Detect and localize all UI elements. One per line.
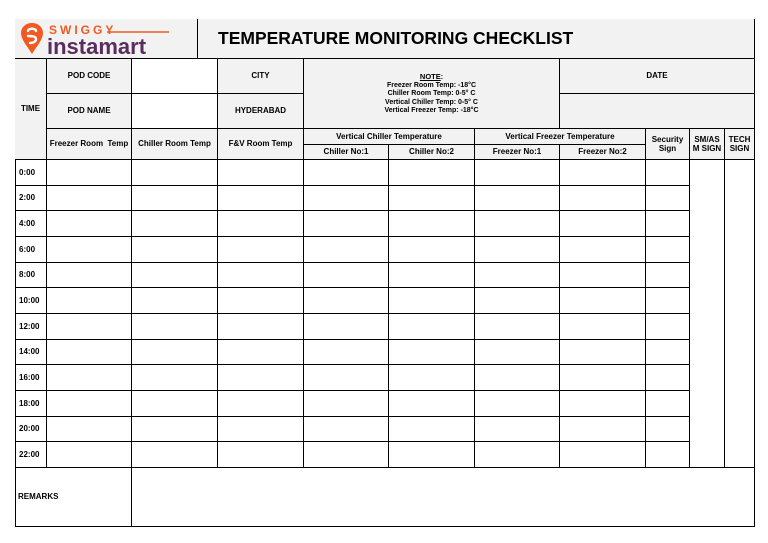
- reading-cell[interactable]: [389, 340, 475, 365]
- col-vertical-freezer: Vertical Freezer Temperature: [475, 129, 646, 145]
- reading-cell[interactable]: [132, 160, 218, 186]
- reading-cell[interactable]: [646, 442, 690, 468]
- reading-cell[interactable]: [218, 288, 304, 314]
- reading-cell[interactable]: [218, 314, 304, 340]
- pod-code-value[interactable]: [132, 59, 218, 94]
- reading-cell[interactable]: [218, 417, 304, 442]
- reading-cell[interactable]: [47, 211, 132, 237]
- col-smasm-sign: SM/AS M SIGN: [690, 129, 725, 160]
- time-cell: 20:00: [15, 417, 47, 442]
- reading-cell[interactable]: [218, 263, 304, 288]
- reading-cell[interactable]: [218, 211, 304, 237]
- smasm-sign-column[interactable]: [690, 160, 725, 468]
- reading-cell[interactable]: [560, 288, 646, 314]
- time-cell: 6:00: [15, 237, 47, 263]
- time-cell: 4:00: [15, 211, 47, 237]
- reading-cell[interactable]: [47, 417, 132, 442]
- reading-cell[interactable]: [475, 211, 560, 237]
- pod-code-label: POD CODE: [47, 59, 132, 94]
- reading-cell[interactable]: [646, 417, 690, 442]
- note-line: Chiller Room Temp: 0-5° C: [387, 90, 476, 98]
- col-security-sign: Security Sign: [646, 129, 690, 160]
- reading-cell[interactable]: [389, 314, 475, 340]
- reading-cell[interactable]: [304, 391, 389, 417]
- time-cell: 16:00: [15, 365, 47, 391]
- reading-cell[interactable]: [389, 186, 475, 211]
- reading-cell[interactable]: [475, 365, 560, 391]
- reading-cell[interactable]: [389, 211, 475, 237]
- note-title: NOTE: [419, 71, 441, 81]
- reading-cell[interactable]: [646, 211, 690, 237]
- time-header: TIME: [15, 59, 47, 160]
- tech-sign-column[interactable]: [725, 160, 755, 468]
- col-chiller-room: Chiller Room Temp: [132, 129, 218, 160]
- reading-cell[interactable]: [646, 263, 690, 288]
- reading-cell[interactable]: [304, 263, 389, 288]
- reading-cell[interactable]: [475, 160, 560, 186]
- time-cell: 10:00: [15, 288, 47, 314]
- brand-swiggy: SWIGGY: [49, 22, 117, 37]
- reading-cell[interactable]: [560, 186, 646, 211]
- reading-cell[interactable]: [132, 263, 218, 288]
- col-fv-room: F&V Room Temp: [218, 129, 304, 160]
- reading-cell[interactable]: [132, 237, 218, 263]
- reading-cell[interactable]: [304, 211, 389, 237]
- city-label: CITY: [218, 59, 304, 94]
- col-freezer-room: Freezer Room Temp: [47, 129, 132, 160]
- time-cell: 0:00: [15, 160, 47, 186]
- temperature-note: NOTE: Freezer Room Temp: -18°C Chiller Room Temp: 0-5° C Vertical Chiller Temp: 0-5° C Vertical Freezer Temp: -18°C: [304, 59, 560, 129]
- col-freezer-2: Freezer No:2: [560, 145, 646, 160]
- reading-cell[interactable]: [389, 365, 475, 391]
- reading-cell[interactable]: [132, 340, 218, 365]
- reading-cell[interactable]: [304, 417, 389, 442]
- reading-cell[interactable]: [389, 288, 475, 314]
- reading-cell[interactable]: [560, 237, 646, 263]
- reading-cell[interactable]: [646, 314, 690, 340]
- reading-cell[interactable]: [47, 391, 132, 417]
- reading-cell[interactable]: [218, 340, 304, 365]
- time-cell: 12:00: [15, 314, 47, 340]
- reading-cell[interactable]: [218, 391, 304, 417]
- reading-cell[interactable]: [47, 186, 132, 211]
- checklist-sheet: [15, 19, 755, 527]
- reading-cell[interactable]: [218, 186, 304, 211]
- reading-cell[interactable]: [646, 288, 690, 314]
- reading-cell[interactable]: [132, 314, 218, 340]
- reading-cell[interactable]: [389, 442, 475, 468]
- reading-cell[interactable]: [47, 365, 132, 391]
- col-chiller-1: Chiller No:1: [304, 145, 389, 160]
- reading-cell[interactable]: [132, 417, 218, 442]
- reading-cell[interactable]: [132, 365, 218, 391]
- reading-cell[interactable]: [560, 340, 646, 365]
- reading-cell[interactable]: [218, 160, 304, 186]
- reading-cell[interactable]: [560, 417, 646, 442]
- reading-cell[interactable]: [475, 391, 560, 417]
- reading-cell[interactable]: [646, 186, 690, 211]
- reading-cell[interactable]: [47, 442, 132, 468]
- page-title: TEMPERATURE MONITORING CHECKLIST: [198, 19, 755, 59]
- col-freezer-1: Freezer No:1: [475, 145, 560, 160]
- date-label: DATE: [560, 59, 755, 94]
- reading-cell[interactable]: [475, 417, 560, 442]
- reading-cell[interactable]: [47, 340, 132, 365]
- reading-cell[interactable]: [304, 442, 389, 468]
- reading-cell[interactable]: [304, 237, 389, 263]
- note-line: Vertical Chiller Temp: 0-5° C: [385, 98, 478, 106]
- reading-cell[interactable]: [47, 160, 132, 186]
- reading-cell[interactable]: [389, 417, 475, 442]
- reading-cell[interactable]: [475, 288, 560, 314]
- reading-cell[interactable]: [47, 288, 132, 314]
- reading-cell[interactable]: [475, 186, 560, 211]
- reading-cell[interactable]: [560, 365, 646, 391]
- reading-cell[interactable]: [389, 391, 475, 417]
- reading-cell[interactable]: [304, 160, 389, 186]
- reading-cell[interactable]: [560, 263, 646, 288]
- note-line: Vertical Freezer Temp: -18°C: [384, 107, 479, 115]
- date-value[interactable]: [560, 94, 755, 129]
- reading-cell[interactable]: [304, 314, 389, 340]
- brand-instamart: instamart: [47, 33, 147, 57]
- reading-cell[interactable]: [47, 237, 132, 263]
- logo-cell: [15, 19, 198, 59]
- remarks-field[interactable]: [132, 468, 755, 527]
- reading-cell[interactable]: [560, 442, 646, 468]
- reading-cell[interactable]: [304, 365, 389, 391]
- reading-cell[interactable]: [218, 365, 304, 391]
- reading-cell[interactable]: [646, 160, 690, 186]
- time-cell: 22:00: [15, 442, 47, 468]
- reading-cell[interactable]: [560, 211, 646, 237]
- reading-cell[interactable]: [475, 237, 560, 263]
- time-cell: 14:00: [15, 340, 47, 365]
- reading-cell[interactable]: [560, 391, 646, 417]
- city-value: HYDERABAD: [218, 94, 304, 129]
- reading-cell[interactable]: [47, 263, 132, 288]
- reading-cell[interactable]: [475, 263, 560, 288]
- col-chiller-2: Chiller No:2: [389, 145, 475, 160]
- reading-cell[interactable]: [218, 442, 304, 468]
- reading-cell[interactable]: [132, 442, 218, 468]
- reading-cell[interactable]: [475, 340, 560, 365]
- reading-cell[interactable]: [560, 160, 646, 186]
- reading-cell[interactable]: [646, 340, 690, 365]
- reading-cell[interactable]: [132, 211, 218, 237]
- pod-name-label: POD NAME: [47, 94, 132, 129]
- swiggy-instamart-logo: [19, 21, 195, 57]
- reading-cell[interactable]: [132, 391, 218, 417]
- reading-cell[interactable]: [646, 391, 690, 417]
- reading-cell[interactable]: [47, 314, 132, 340]
- time-cell: 2:00: [15, 186, 47, 211]
- reading-cell[interactable]: [132, 288, 218, 314]
- col-tech-sign: TECH SIGN: [725, 129, 755, 160]
- reading-cell[interactable]: [389, 237, 475, 263]
- reading-cell[interactable]: [646, 365, 690, 391]
- reading-cell[interactable]: [389, 263, 475, 288]
- note-line: Freezer Room Temp: -18°C: [386, 81, 477, 89]
- time-cell: 8:00: [15, 263, 47, 288]
- reading-cell[interactable]: [475, 314, 560, 340]
- reading-cell[interactable]: [646, 237, 690, 263]
- reading-cell[interactable]: [218, 237, 304, 263]
- pod-name-value[interactable]: [132, 94, 218, 129]
- col-vertical-chiller: Vertical Chiller Temperature: [304, 129, 475, 145]
- reading-cell[interactable]: [132, 186, 218, 211]
- reading-cell[interactable]: [475, 442, 560, 468]
- reading-cell[interactable]: [304, 186, 389, 211]
- reading-cell[interactable]: [389, 160, 475, 186]
- time-cell: 18:00: [15, 391, 47, 417]
- reading-cell[interactable]: [560, 314, 646, 340]
- reading-cell[interactable]: [304, 340, 389, 365]
- remarks-label: REMARKS: [15, 468, 132, 527]
- reading-cell[interactable]: [304, 288, 389, 314]
